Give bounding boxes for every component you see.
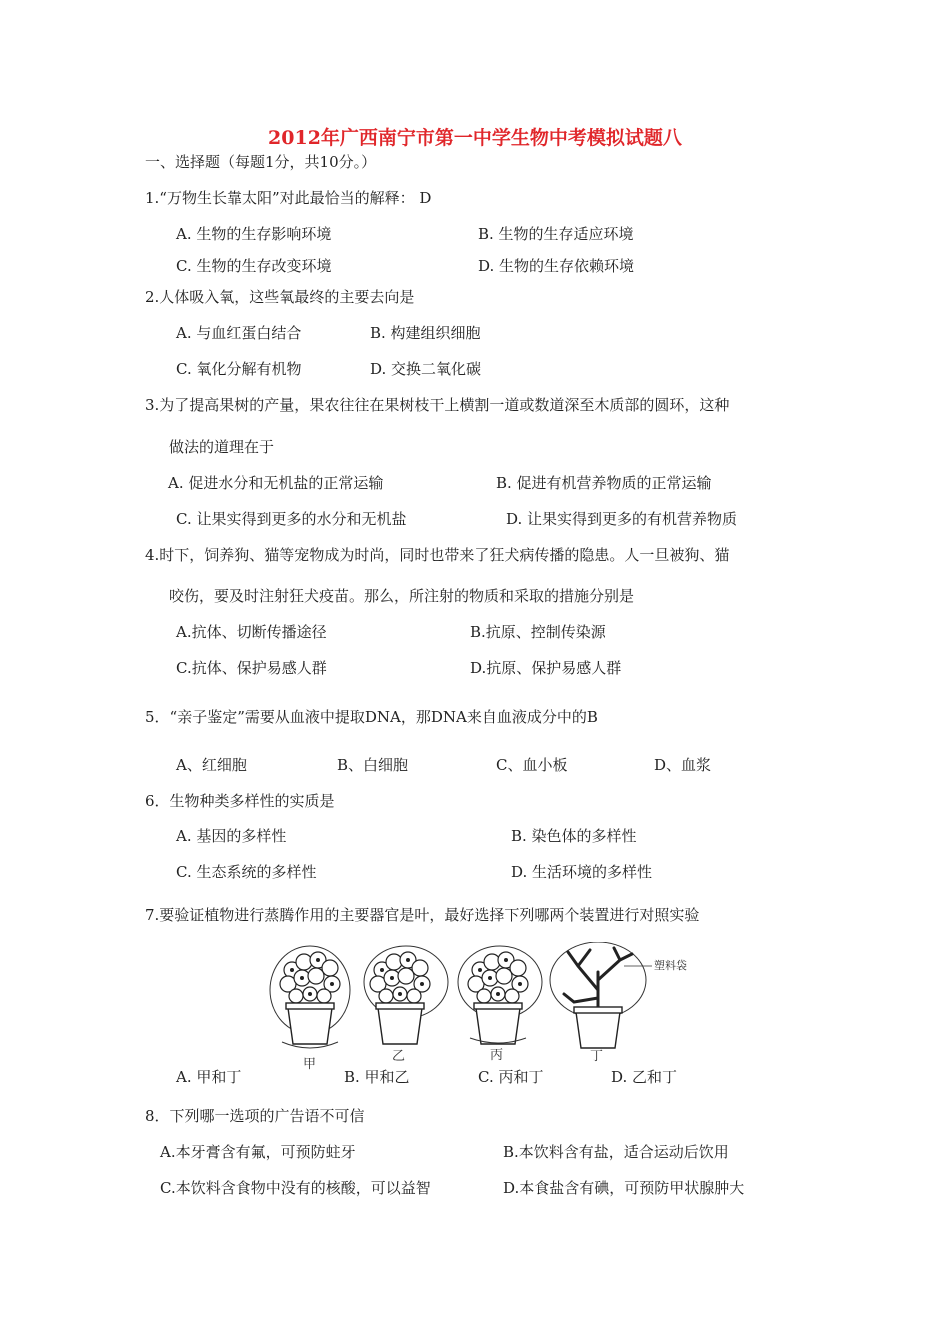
option-b: B. 促进有机营养物质的正常运输 xyxy=(496,474,712,492)
option-b: B. 染色体的多样性 xyxy=(511,827,637,845)
experiment-figure xyxy=(268,942,698,1072)
question-stem: 2.人体吸入氧，这些氧最终的主要去向是 xyxy=(145,288,415,306)
question-stem: 7.要验证植物进行蒸腾作用的主要器官是叶，最好选择下列哪两个装置进行对照实验 xyxy=(145,906,700,924)
question-stem: 3.为了提高果树的产量，果农往往在果树枝干上横割一道或数道深至木质部的圆环，这种 xyxy=(145,396,730,414)
option-c: C. 氧化分解有机物 xyxy=(176,360,302,378)
option-b: B.本饮料含有盐，适合运动后饮用 xyxy=(503,1143,729,1161)
figure-label-ding: 丁 xyxy=(590,1049,604,1064)
option-a: A. 基因的多样性 xyxy=(176,827,287,845)
option-a: A. 与血红蛋白结合 xyxy=(176,324,302,342)
device-jia xyxy=(270,946,350,1048)
option-d: D. 生活环境的多样性 xyxy=(511,863,653,881)
option-a: A、红细胞 xyxy=(176,756,247,774)
question-stem: 1.“万物生长靠太阳”对此最恰当的解释： D xyxy=(145,189,432,207)
option-d: D. 生物的生存依赖环境 xyxy=(478,257,635,275)
option-c: C.本饮料含食物中没有的核酸，可以益智 xyxy=(160,1179,431,1197)
option-b: B.抗原、控制传染源 xyxy=(470,623,606,641)
option-a: A. 促进水分和无机盐的正常运输 xyxy=(168,474,384,492)
option-b: B. 构建组织细胞 xyxy=(370,324,481,342)
option-b: B、白细胞 xyxy=(337,756,409,774)
question-stem-continued: 做法的道理在于 xyxy=(169,438,275,456)
figure-callout-label: 塑料袋 xyxy=(654,959,687,972)
option-c: C. 让果实得到更多的水分和无机盐 xyxy=(176,510,407,528)
option-c: C、血小板 xyxy=(496,756,568,774)
option-a: A.本牙膏含有氟，可预防蛀牙 xyxy=(160,1143,356,1161)
option-d: D.本食盐含有碘，可预防甲状腺肿大 xyxy=(503,1179,745,1197)
question-stem: 5．“亲子鉴定”需要从血液中提取DNA，那DNA来自血液成分中的B xyxy=(145,708,598,726)
option-a: A. 甲和丁 xyxy=(176,1068,242,1086)
option-d: D. 让果实得到更多的有机营养物质 xyxy=(506,510,738,528)
option-d: D.抗原、保护易感人群 xyxy=(470,659,622,677)
question-stem: 4.时下，饲养狗、猫等宠物成为时尚，同时也带来了狂犬病传播的隐患。人一旦被狗、猫 xyxy=(145,546,730,564)
option-a: A.抗体、切断传播途径 xyxy=(176,623,327,641)
option-b: B. 甲和乙 xyxy=(344,1068,410,1086)
option-d: D. 交换二氧化碳 xyxy=(370,360,482,378)
device-yi xyxy=(364,946,448,1044)
option-c: C. 丙和丁 xyxy=(478,1068,544,1086)
option-d: D. 乙和丁 xyxy=(611,1068,678,1086)
device-bing xyxy=(458,946,542,1044)
option-c: C. 生物的生存改变环境 xyxy=(176,257,332,275)
figure-label-yi: 乙 xyxy=(392,1049,406,1064)
question-stem: 6．生物种类多样性的实质是 xyxy=(145,792,335,810)
option-d: D、血浆 xyxy=(654,756,712,774)
figure-label-bing: 丙 xyxy=(490,1048,504,1063)
option-c: C.抗体、保护易感人群 xyxy=(176,659,327,677)
page-title: 2012年广西南宁市第一中学生物中考模拟试题八 xyxy=(268,127,682,149)
option-a: A. 生物的生存影响环境 xyxy=(176,225,332,243)
option-c: C. 生态系统的多样性 xyxy=(176,863,317,881)
section-heading: 一、选择题（每题1分，共10分。） xyxy=(145,153,377,171)
question-stem: 8．下列哪一选项的广告语不可信 xyxy=(145,1107,365,1125)
option-b: B. 生物的生存适应环境 xyxy=(478,225,634,243)
question-stem-continued: 咬伤，要及时注射狂犬疫苗。那么，所注射的物质和采取的措施分别是 xyxy=(169,587,635,605)
figure-label-jia: 甲 xyxy=(303,1057,317,1072)
device-ding xyxy=(550,942,652,1048)
